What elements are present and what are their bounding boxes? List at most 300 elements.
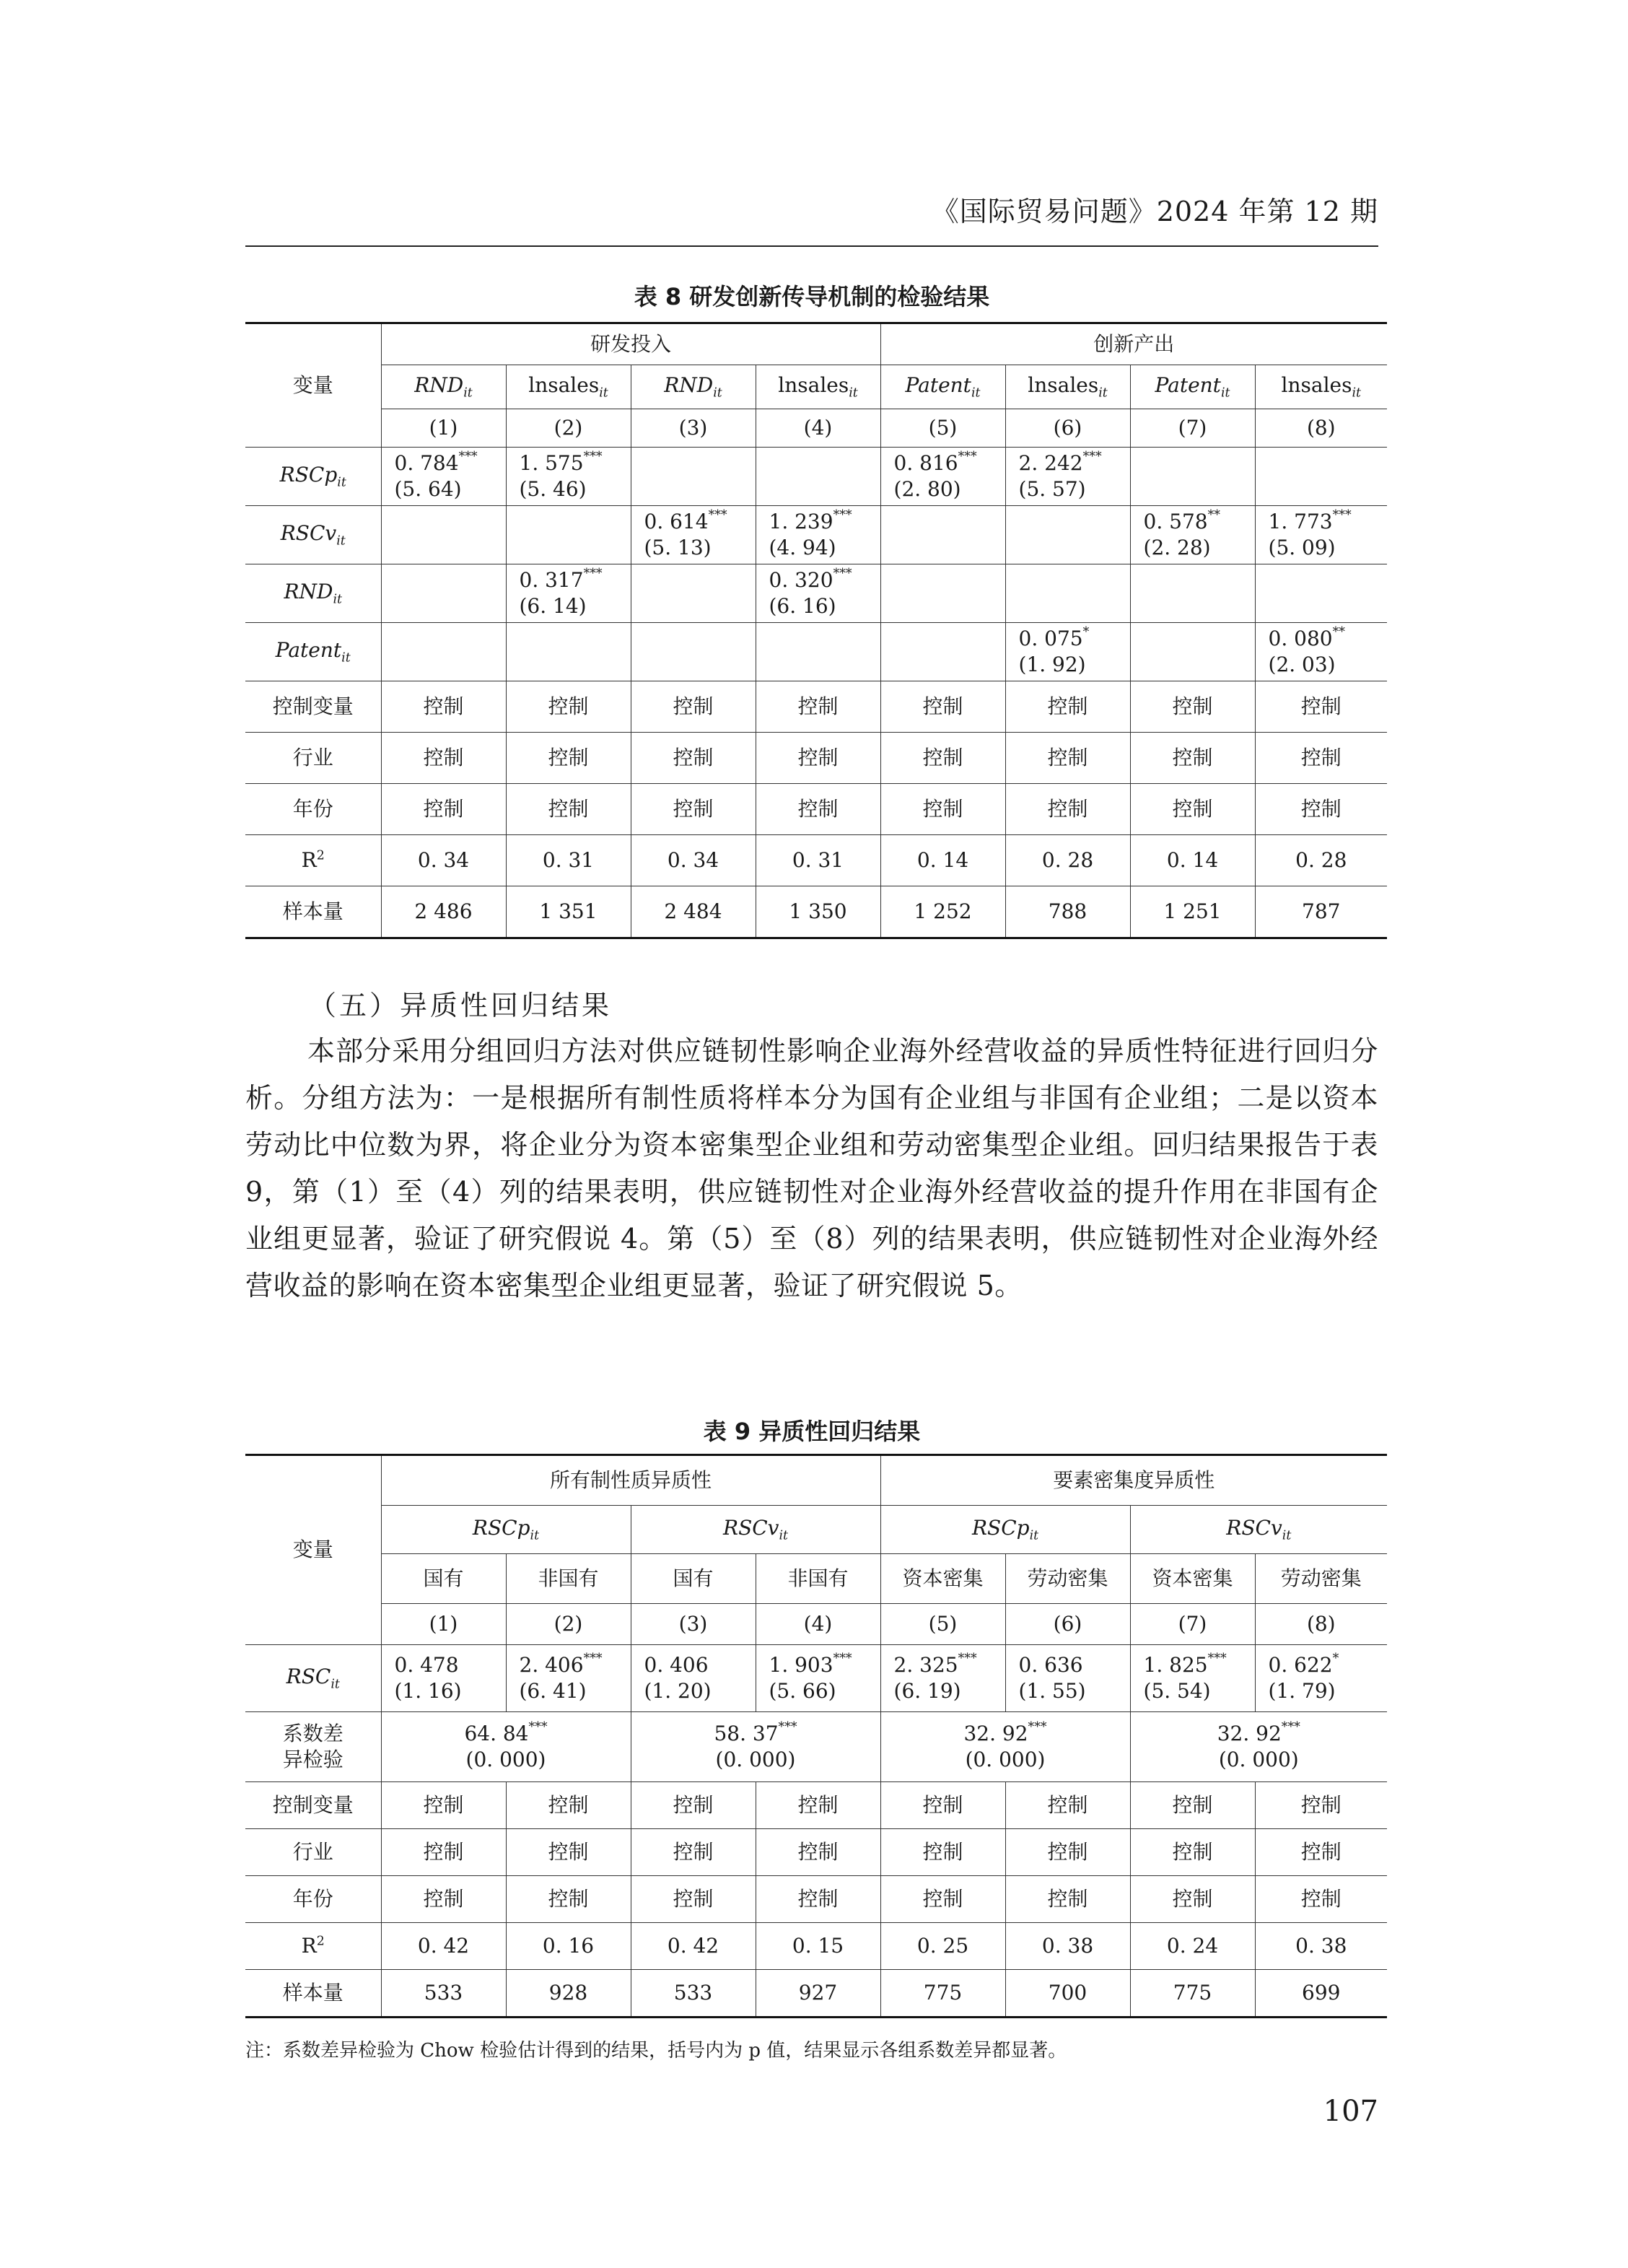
coef-value: 0. 784	[394, 450, 459, 475]
row-label	[245, 506, 381, 564]
test-statistic	[382, 1721, 631, 1747]
variable-base: RSCp	[279, 462, 338, 487]
data-cell: 533	[631, 1970, 756, 2018]
data-cell: 控制	[381, 681, 506, 733]
data-cell: 控制	[506, 1782, 631, 1829]
data-cell: 控制	[631, 1876, 756, 1923]
statistic: (1. 55)	[1018, 1679, 1086, 1703]
header-row-variables	[245, 365, 1387, 409]
data-cell: 2 486	[381, 886, 506, 938]
row-label-superscript: 2	[316, 848, 325, 863]
coef-value: 0. 317	[519, 567, 584, 592]
p-value: (0. 000)	[465, 1748, 546, 1771]
variable-label	[971, 1515, 1039, 1543]
coefficient-cell	[1005, 1645, 1130, 1712]
data-cell: 775	[880, 1970, 1005, 2018]
coefficient	[1256, 509, 1388, 535]
data-cell: 控制	[381, 1876, 506, 1923]
coef-value: 0. 075	[1018, 626, 1083, 650]
section-title: （五）异质性回归结果	[309, 990, 613, 1021]
data-cell: 控制	[880, 1782, 1005, 1829]
variable-subscript: it	[1029, 1528, 1039, 1543]
variable-base: Patent	[905, 372, 971, 397]
statistic: (1. 79)	[1268, 1679, 1336, 1703]
statistic: (5. 13)	[644, 536, 712, 559]
coefficient-cell	[381, 448, 506, 506]
data-cell: 1 351	[506, 886, 631, 938]
data-cell: 控制	[1130, 1876, 1255, 1923]
significance-stars: ***	[833, 1651, 852, 1666]
row-label	[245, 1876, 381, 1923]
row-label	[245, 564, 381, 623]
statistic: (1. 16)	[394, 1679, 462, 1703]
column-name: 非国有	[506, 1554, 631, 1604]
subgroup-header	[631, 1506, 880, 1554]
row-label	[245, 784, 381, 835]
data-cell: 0. 14	[1130, 835, 1255, 886]
row-label	[245, 1712, 381, 1782]
column-number: (2)	[506, 1604, 631, 1645]
coefficient-cell	[631, 623, 756, 681]
coefficient	[507, 567, 631, 593]
column-number: (7)	[1130, 1604, 1255, 1645]
variable-subscript: it	[1282, 1528, 1292, 1543]
section-paragraph: 本部分采用分组回归方法对供应链韧性影响企业海外经营收益的异质性特征进行回归分析。分组方法为：一是根据所有制性质将样本分为国有企业组与非国有企业组；二是以资本劳动比中位数为界，将企业分为资本密集型企业组和劳动密集型企业组。回归结果报告于表 9，第（1）至（4）列的结果表明，供应链韧性对企业海外经营收益的提升作用在非国有企业组更显著，验证了研究假说 4。第（5）至（8）列的结果表明，供应链韧性对企业海外经营收益的影响在资本密集型企业组更显著，验证了研究假说 5。	[245, 1035, 1378, 1301]
row-label-text: 年份	[292, 1886, 333, 1911]
coefficient-cell	[880, 1645, 1005, 1712]
column-variable	[506, 365, 631, 409]
variable-label	[664, 372, 722, 401]
data-cell: 0. 38	[1005, 1923, 1130, 1970]
coefficient-row	[245, 1645, 1387, 1712]
column-variable	[381, 365, 506, 409]
data-cell: 0. 24	[1130, 1923, 1255, 1970]
coefficient-cell	[880, 623, 1005, 681]
coef-value: 1. 903	[769, 1652, 833, 1677]
data-cell: 控制	[631, 1782, 756, 1829]
statistic: (2. 03)	[1268, 653, 1336, 676]
group-header-ownership: 所有制性质异质性	[381, 1455, 880, 1506]
data-cell: 0. 16	[506, 1923, 631, 1970]
coefficient	[1006, 626, 1130, 652]
data-cell: 0. 15	[756, 1923, 880, 1970]
row-label-text: R	[301, 847, 317, 872]
coefficient	[881, 450, 1005, 476]
variable-subscript: it	[341, 650, 351, 666]
variable-base: RSCv	[1226, 1515, 1282, 1540]
coefficient-cell	[1130, 623, 1255, 681]
data-row	[245, 1782, 1387, 1829]
variable-label	[1281, 372, 1362, 401]
column-name: 劳动密集	[1255, 1554, 1387, 1604]
data-row	[245, 835, 1387, 886]
variable-subscript: it	[1098, 385, 1108, 401]
variable-base: Patent	[1155, 372, 1221, 397]
significance-stars: ***	[1332, 507, 1352, 523]
coefficient	[756, 567, 880, 593]
data-cell: 0. 28	[1255, 835, 1387, 886]
coefficient-cell	[1005, 506, 1130, 564]
variable-header: 变量	[245, 1455, 381, 1645]
coefficient	[756, 1652, 880, 1678]
variable-subscript: it	[1352, 385, 1362, 401]
coefficient-cell	[381, 623, 506, 681]
coefficient-cell	[1255, 448, 1387, 506]
data-cell: 699	[1255, 1970, 1387, 2018]
data-cell: 0. 38	[1255, 1923, 1387, 1970]
difference-test-cell	[1130, 1712, 1387, 1782]
column-name: 资本密集	[1130, 1554, 1255, 1604]
coefficient-cell	[1255, 564, 1387, 623]
significance-stars: *	[1082, 624, 1090, 640]
data-cell: 控制	[880, 681, 1005, 733]
data-cell: 0. 31	[506, 835, 631, 886]
significance-stars: ***	[528, 1719, 548, 1735]
statistic: (2. 80)	[893, 477, 961, 501]
header-row-numbers	[245, 1604, 1387, 1645]
row-label	[245, 1829, 381, 1876]
data-cell: 0. 42	[631, 1923, 756, 1970]
data-cell: 控制	[506, 681, 631, 733]
data-cell: 控制	[756, 1876, 880, 1923]
header-row-names	[245, 1554, 1387, 1604]
column-number: (6)	[1005, 1604, 1130, 1645]
row-label-superscript: 2	[316, 1934, 325, 1949]
data-cell: 控制	[756, 1829, 880, 1876]
test-statistic	[631, 1721, 880, 1747]
row-label	[245, 886, 381, 938]
coefficient	[507, 1652, 631, 1678]
coefficient	[1006, 450, 1130, 476]
significance-stars: ***	[1082, 449, 1102, 464]
coefficient-cell	[631, 448, 756, 506]
coefficient-row	[245, 623, 1387, 681]
variable-subscript: it	[337, 475, 346, 490]
data-cell: 1 350	[756, 886, 880, 938]
header-row-groups	[245, 1455, 1387, 1506]
significance-stars: ***	[583, 566, 603, 581]
data-row	[245, 733, 1387, 784]
test-value: 64. 84	[464, 1721, 529, 1745]
coefficient	[507, 450, 631, 476]
coef-value: 1. 825	[1143, 1652, 1208, 1677]
column-name: 资本密集	[880, 1554, 1005, 1604]
significance-stars: ***	[958, 449, 977, 464]
data-cell: 控制	[1005, 733, 1130, 784]
row-label	[245, 1970, 381, 2018]
journal-header: 《国际贸易问题》2024 年第 12 期	[931, 196, 1378, 227]
data-row	[245, 1876, 1387, 1923]
significance-stars: ***	[1207, 1651, 1227, 1666]
data-cell: 控制	[1005, 1876, 1130, 1923]
data-cell: 控制	[756, 784, 880, 835]
data-cell: 2 484	[631, 886, 756, 938]
data-cell: 控制	[631, 733, 756, 784]
row-label	[245, 733, 381, 784]
data-cell: 928	[506, 1970, 631, 2018]
significance-stars: **	[1207, 507, 1220, 523]
column-variable	[1130, 365, 1255, 409]
coefficient-row	[245, 506, 1387, 564]
data-cell: 控制	[756, 733, 880, 784]
group-header-innovation-output: 创新产出	[880, 323, 1387, 365]
data-cell: 控制	[1255, 784, 1387, 835]
difference-test-row	[245, 1712, 1387, 1782]
coefficient-cell	[756, 623, 880, 681]
data-cell: 控制	[1255, 681, 1387, 733]
data-cell: 0. 14	[880, 835, 1005, 886]
data-cell: 控制	[381, 733, 506, 784]
variable-label	[1226, 1515, 1292, 1543]
coefficient-cell	[1130, 448, 1255, 506]
coefficient-cell	[381, 564, 506, 623]
coefficient-cell	[756, 564, 880, 623]
significance-stars: ***	[1028, 1719, 1047, 1735]
coefficient-row	[245, 564, 1387, 623]
data-cell: 787	[1255, 886, 1387, 938]
data-cell: 控制	[756, 681, 880, 733]
statistic: (1. 20)	[644, 1679, 712, 1703]
data-cell: 控制	[506, 1876, 631, 1923]
variable-subscript: it	[463, 385, 473, 401]
row-label-text: 年份	[292, 796, 333, 821]
data-row	[245, 1970, 1387, 2018]
data-row	[245, 1829, 1387, 1876]
test-value: 32. 92	[963, 1721, 1028, 1745]
coefficient	[382, 1652, 506, 1678]
data-cell: 1 252	[880, 886, 1005, 938]
data-cell: 700	[1005, 1970, 1130, 2018]
subgroup-header	[1130, 1506, 1387, 1554]
variable-label	[286, 1664, 340, 1692]
data-cell: 0. 28	[1005, 835, 1130, 886]
coefficient-cell	[506, 623, 631, 681]
data-cell: 控制	[880, 733, 1005, 784]
coefficient	[1006, 1652, 1130, 1678]
p-value: (0. 000)	[715, 1748, 796, 1771]
variable-label	[1028, 372, 1108, 401]
variable-label	[905, 372, 981, 401]
coefficient-cell	[506, 564, 631, 623]
column-number: (3)	[631, 1604, 756, 1645]
column-number: (1)	[381, 1604, 506, 1645]
data-cell: 控制	[381, 1829, 506, 1876]
row-label	[245, 1923, 381, 1970]
column-number: (6)	[1005, 409, 1130, 448]
column-number: (2)	[506, 409, 631, 448]
table9-note: 注：系数差异检验为 Chow 检验估计得到的结果，括号内为 p 值，结果显示各组系数差异都显著。	[245, 2040, 1067, 2062]
variable-subscript: it	[333, 592, 343, 607]
coefficient-cell	[1130, 506, 1255, 564]
significance-stars: ***	[1281, 1719, 1300, 1735]
variable-base: RSCp	[971, 1515, 1030, 1540]
variable-label	[284, 579, 343, 607]
data-cell: 控制	[1005, 1782, 1130, 1829]
data-cell: 0. 34	[631, 835, 756, 886]
coefficient-cell	[756, 448, 880, 506]
row-label-text: 行业	[292, 745, 333, 769]
data-cell: 775	[1130, 1970, 1255, 2018]
coefficient	[382, 450, 506, 476]
coef-value: 0. 478	[394, 1652, 459, 1677]
coefficient-cell	[506, 1645, 631, 1712]
row-label-text: 行业	[292, 1839, 333, 1864]
column-number: (4)	[756, 409, 880, 448]
coef-value: 0. 578	[1143, 509, 1208, 533]
data-cell: 控制	[506, 784, 631, 835]
variable-subscript: it	[849, 385, 858, 401]
variable-base: RND	[664, 372, 714, 397]
variable-subscript: it	[336, 533, 346, 549]
data-cell: 927	[756, 1970, 880, 2018]
coefficient-cell	[756, 1645, 880, 1712]
column-number: (8)	[1255, 409, 1387, 448]
coefficient-cell	[631, 564, 756, 623]
coef-value: 2. 242	[1018, 450, 1083, 475]
subgroup-header	[381, 1506, 631, 1554]
variable-subscript: it	[599, 385, 608, 401]
column-number: (5)	[880, 409, 1005, 448]
coefficient-cell	[1130, 1645, 1255, 1712]
data-cell: 控制	[1130, 784, 1255, 835]
statistic: (6. 16)	[769, 594, 836, 618]
variable-label	[778, 372, 858, 401]
statistic: (1. 92)	[1018, 653, 1086, 676]
data-row	[245, 1923, 1387, 1970]
coefficient	[1256, 1652, 1388, 1678]
coefficient-cell	[1255, 1645, 1387, 1712]
row-label-text: 样本量	[282, 899, 343, 923]
column-number: (5)	[880, 1604, 1005, 1645]
significance-stars: ***	[778, 1719, 797, 1735]
coefficient-cell	[631, 506, 756, 564]
test-value: 32. 92	[1217, 1721, 1282, 1745]
coef-value: 0. 636	[1018, 1652, 1083, 1677]
data-cell: 控制	[880, 1876, 1005, 1923]
significance-stars: ***	[833, 507, 852, 523]
coef-value: 2. 325	[893, 1652, 958, 1677]
row-label-text: 控制变量	[272, 694, 354, 718]
data-cell: 1 251	[1130, 886, 1255, 938]
variable-base: RSCv	[722, 1515, 779, 1540]
coefficient-cell	[381, 1645, 506, 1712]
coef-value: 0. 816	[893, 450, 958, 475]
variable-base: RSCv	[280, 520, 337, 545]
coef-value: 0. 080	[1268, 626, 1333, 650]
difference-test-cell	[631, 1712, 880, 1782]
difference-test-cell	[880, 1712, 1130, 1782]
coefficient	[881, 1652, 1005, 1678]
variable-label	[279, 462, 346, 490]
data-row	[245, 784, 1387, 835]
coef-value: 1. 773	[1268, 509, 1333, 533]
coefficient-cell	[1005, 623, 1130, 681]
data-cell: 控制	[880, 1829, 1005, 1876]
coefficient-cell	[631, 1645, 756, 1712]
significance-stars: **	[1332, 624, 1345, 640]
coefficient-cell	[880, 506, 1005, 564]
column-variable	[631, 365, 756, 409]
column-name: 劳动密集	[1005, 1554, 1130, 1604]
column-variable	[880, 365, 1005, 409]
variable-subscript: it	[1220, 385, 1230, 401]
data-cell: 0. 34	[381, 835, 506, 886]
variable-label	[722, 1515, 789, 1543]
coefficient-cell	[880, 564, 1005, 623]
page-number: 107	[1323, 2095, 1378, 2128]
row-label-text: 样本量	[282, 1980, 343, 2005]
row-label	[245, 1645, 381, 1712]
statistic: (5. 09)	[1268, 536, 1336, 559]
row-label-line2: 异检验	[282, 1748, 343, 1771]
data-cell: 控制	[1255, 733, 1387, 784]
variable-subscript: it	[530, 1528, 540, 1543]
data-cell: 788	[1005, 886, 1130, 938]
coef-value: 0. 622	[1268, 1652, 1333, 1677]
coefficient-cell	[756, 506, 880, 564]
coef-value: 1. 239	[769, 509, 833, 533]
data-cell: 控制	[631, 681, 756, 733]
coefficient	[756, 509, 880, 535]
data-cell: 控制	[506, 733, 631, 784]
table8-caption: 表 8 研发创新传导机制的检验结果	[634, 283, 990, 310]
coefficient-cell	[506, 448, 631, 506]
coefficient-cell	[381, 506, 506, 564]
column-name: 非国有	[756, 1554, 880, 1604]
data-cell: 0. 31	[756, 835, 880, 886]
row-label	[245, 835, 381, 886]
coefficient	[1131, 1652, 1255, 1678]
variable-base: RND	[284, 579, 333, 603]
table9	[245, 1454, 1387, 2018]
coefficient	[1256, 626, 1388, 652]
variable-base: RSC	[286, 1664, 331, 1688]
significance-stars: ***	[458, 449, 478, 464]
statistic: (5. 46)	[519, 477, 587, 501]
coefficient-cell	[506, 506, 631, 564]
coefficient-cell	[1255, 623, 1387, 681]
statistic: (5. 57)	[1018, 477, 1086, 501]
data-row	[245, 681, 1387, 733]
variable-subscript: it	[779, 1528, 789, 1543]
coef-value: 2. 406	[519, 1652, 584, 1677]
table9-caption: 表 9 异质性回归结果	[703, 1418, 921, 1445]
data-cell: 控制	[1255, 1829, 1387, 1876]
row-label-text: R	[301, 1933, 317, 1958]
data-cell: 533	[381, 1970, 506, 2018]
data-cell: 控制	[506, 1829, 631, 1876]
significance-stars: ***	[958, 1651, 977, 1666]
difference-test-cell	[381, 1712, 631, 1782]
column-number: (8)	[1255, 1604, 1387, 1645]
data-cell: 控制	[1005, 784, 1130, 835]
variable-base: RND	[414, 372, 464, 397]
group-header-factor-intensity: 要素密集度异质性	[880, 1455, 1387, 1506]
variable-base: lnsales	[528, 372, 600, 397]
header-rule	[245, 245, 1378, 247]
statistic: (5. 54)	[1143, 1679, 1211, 1703]
header-row-subgroups	[245, 1506, 1387, 1554]
row-label	[245, 623, 381, 681]
data-cell: 控制	[1005, 1829, 1130, 1876]
statistic: (4. 94)	[769, 536, 836, 559]
column-name: 国有	[631, 1554, 756, 1604]
data-row	[245, 886, 1387, 938]
variable-label	[1155, 372, 1230, 401]
coefficient-cell	[1005, 564, 1130, 623]
variable-base: RSCp	[472, 1515, 530, 1540]
variable-base: lnsales	[1281, 372, 1352, 397]
